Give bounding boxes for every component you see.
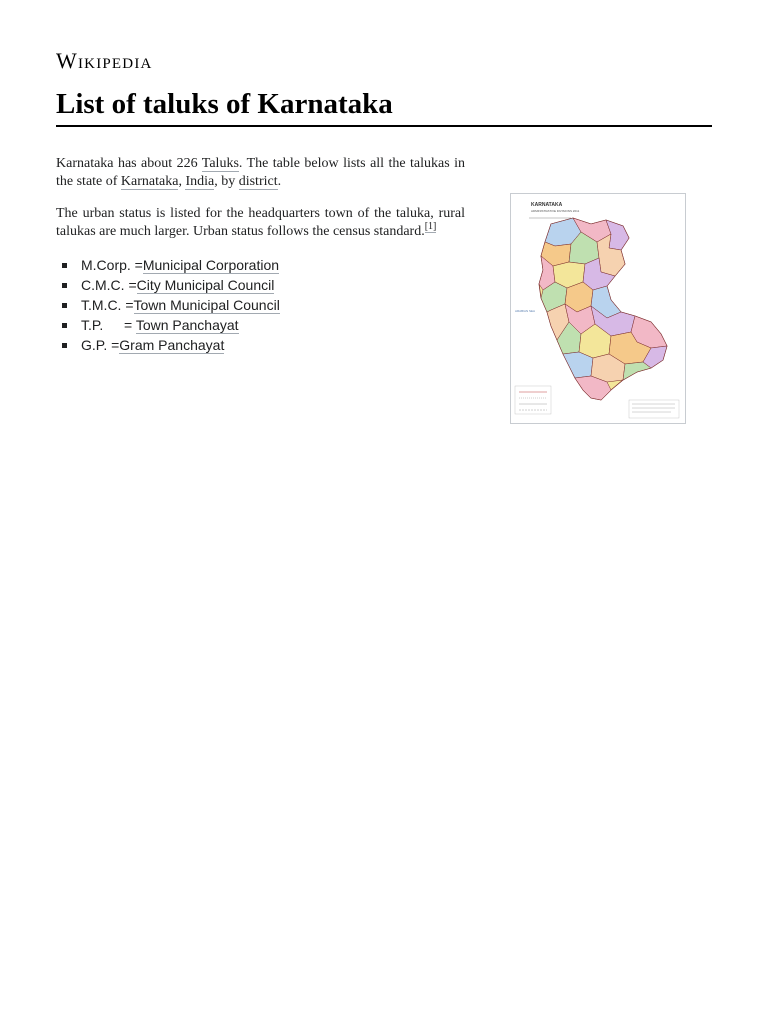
- map-sea-label: ARABIAN SEA: [515, 309, 536, 313]
- link-district[interactable]: district: [238, 174, 278, 189]
- list-item: [56, 255, 465, 275]
- bullet-icon: [62, 323, 67, 328]
- abbreviation-list: [56, 255, 465, 355]
- link-gram-panchayat[interactable]: Gram Panchayat: [119, 337, 225, 353]
- abbreviation-key: T.M.C. =: [81, 297, 134, 313]
- title-divider: [56, 125, 712, 127]
- bullet-icon: [62, 263, 67, 268]
- link-taluks[interactable]: Taluks: [201, 156, 239, 171]
- urban-status-text: The urban status is listed for the headquarters town of the taluka, rural talukas are much larger. Urban status follows the census standard.: [56, 206, 465, 239]
- intro-text-3: ,: [178, 174, 186, 189]
- intro-paragraph: [56, 155, 465, 191]
- abbreviation-key: T.P.: [81, 317, 104, 333]
- bullet-icon: [62, 283, 67, 288]
- reference-link-1[interactable]: [1]: [424, 221, 437, 233]
- bullet-icon: [62, 303, 67, 308]
- link-india[interactable]: India: [185, 174, 215, 189]
- abbreviation-key: C.M.C. =: [81, 277, 137, 293]
- karnataka-map-thumbnail[interactable]: [510, 193, 686, 424]
- urban-status-paragraph: [56, 205, 465, 241]
- list-item: [56, 275, 465, 295]
- article-body: [56, 155, 465, 355]
- intro-text-5: .: [277, 174, 282, 189]
- link-city-municipal-council[interactable]: City Municipal Council: [136, 277, 275, 293]
- map-subtitle: ADMINISTRATIVE DIVISIONS 2011: [531, 209, 580, 213]
- wikipedia-wordmark[interactable]: Wikipedia: [56, 48, 153, 73]
- intro-text-4: , by: [214, 174, 239, 189]
- abbreviation-key: G.P. =: [81, 337, 120, 353]
- map-title: KARNATAKA: [531, 202, 563, 208]
- abbreviation-key: M.Corp. =: [81, 257, 143, 273]
- link-karnataka[interactable]: Karnataka: [120, 174, 179, 189]
- list-item: [56, 335, 465, 355]
- link-town-municipal-council[interactable]: Town Municipal Council: [133, 297, 280, 313]
- list-item: [56, 315, 465, 335]
- link-town-panchayat[interactable]: Town Panchayat: [135, 317, 239, 333]
- link-municipal-corporation[interactable]: Municipal Corporation: [142, 257, 280, 273]
- karnataka-map-image: [511, 194, 685, 423]
- bullet-icon: [62, 343, 67, 348]
- intro-text-2: . The table below lists all the talukas in the state of: [56, 156, 466, 189]
- intro-text-1: Karnataka has about 226: [56, 156, 202, 171]
- abbreviation-separator: =: [124, 317, 136, 333]
- list-item: [56, 295, 465, 315]
- page-title: List of taluks of Karnataka: [56, 88, 393, 120]
